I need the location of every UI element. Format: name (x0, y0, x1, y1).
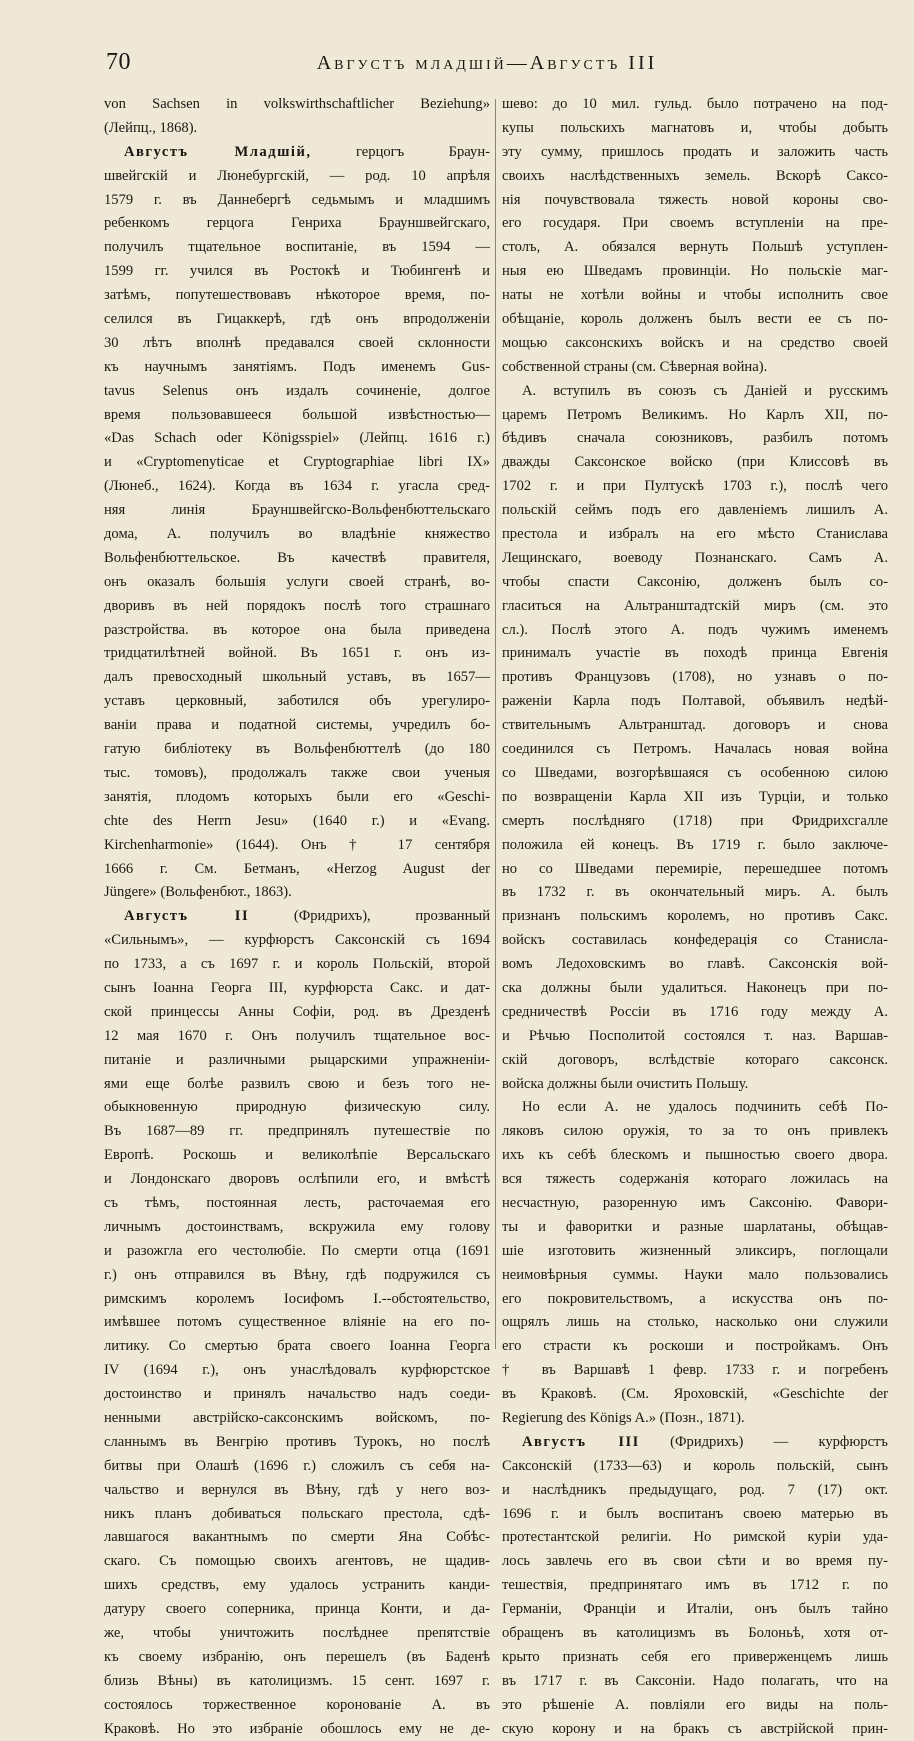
text-line (104, 1096, 490, 1120)
line-text: и наслѣдникъ предыдущаго, род. 7 (17) окт. (502, 1481, 888, 1498)
line-text: уставъ церковный, заботился объ урегулиро- (104, 693, 490, 710)
text-line (104, 427, 490, 451)
line-text: ныя ею Шведамъ провинціи. Но польскіе маг- (502, 263, 888, 280)
line-text: со Шведами, возгорѣвшаяся съ особенною силою (502, 764, 888, 781)
text-line (502, 332, 888, 356)
line-text: обращенъ въ католицизмъ въ Болоньѣ, хотя от- (502, 1625, 888, 1641)
line-text: въ Краковѣ. (См. Яроховскій, «Geschichte der (502, 1386, 888, 1403)
text-line (104, 141, 490, 165)
text-line (502, 1359, 888, 1383)
text-line (104, 1311, 490, 1335)
line-text: купы польскихъ магнатовъ и, чтобы добыть (502, 119, 888, 136)
line-text: сынъ Іоанна Георга III, курфюрста Сакс. и дат- (104, 979, 490, 996)
text-line (104, 619, 490, 643)
text-line (104, 881, 490, 905)
line-text: литику. Со смертью брата своего Іоанна Георга (104, 1338, 490, 1355)
line-text: войскъ составилась конфедерація со Станисла- (502, 932, 888, 949)
line-text: мощью саксонскихъ войскъ и на средство своей (502, 334, 888, 351)
text-line (104, 1120, 490, 1144)
text-line (104, 905, 490, 929)
line-text: римскимъ королемъ Іосифомъ I.--обстоятельство, (104, 1290, 490, 1307)
line-text: наты не хотѣли войны и чтобы исполнить свое (502, 287, 888, 304)
line-text: chte des Herrn Jesu» (1640 г.) и «Evang. (104, 812, 490, 829)
text-line (502, 1001, 888, 1025)
line-text: имѣвшее потомъ существенное вліяніе на его по- (104, 1314, 490, 1331)
line-text: tavus Selenus онъ издалъ сочиненіе, долгое (104, 382, 490, 399)
line-text: гласиться на Альтранштадтскій миръ (см. это (502, 597, 888, 614)
line-text: ненными австрійско-саксонскимъ войскомъ, по- (104, 1409, 490, 1426)
text-line (104, 165, 490, 189)
text-line (104, 380, 490, 404)
line-text: 1696 г. и былъ воспитанъ своею матерью въ (502, 1505, 888, 1522)
text-line (104, 714, 490, 738)
text-line (502, 595, 888, 619)
line-text: столъ, А. обязался вернуть Польшѣ уступлен- (502, 239, 888, 256)
line-text: ствительнымъ Альтранштад. договоръ и снова (502, 717, 888, 734)
text-line (104, 595, 490, 619)
text-line (104, 1192, 490, 1216)
text-line (502, 571, 888, 595)
line-text: Но если А. не удалось подчинить себѣ По- (522, 1099, 888, 1116)
line-text: къ научнымъ занятіямъ. Подъ именемъ Gus- (104, 358, 490, 375)
line-text: это рѣшеніе А. повліяли его виды на поль- (502, 1696, 888, 1713)
running-title: Августъ младшій—Августъ III (316, 52, 658, 74)
text-line (502, 642, 888, 666)
line-text: его государя. При своемъ вступленіи на пре- (502, 215, 888, 232)
line-text: тыс. томовъ), продолжалъ также свои ученыя (104, 764, 490, 781)
line-text: престола и избралъ на его мѣсто Станислава (502, 526, 888, 543)
entry-headword: Августъ Младшій, (124, 143, 312, 160)
line-text: сланнымъ въ Венгрію противъ Турокъ, но послѣ (104, 1433, 490, 1450)
text-line (104, 1288, 490, 1312)
text-line (502, 1144, 888, 1168)
text-line (104, 1550, 490, 1574)
text-line (104, 523, 490, 547)
line-text: и Рѣчью Посполитой состоялся т. наз. Варшав- (502, 1027, 888, 1044)
line-text: протестантской религіи. Но римской куріи уда- (502, 1529, 888, 1546)
text-line (104, 1383, 490, 1407)
text-line (104, 93, 490, 117)
line-text: А. вступилъ въ союзъ съ Даніей и русскимъ (522, 382, 888, 399)
line-text: г.) онъ отправился въ Вѣну, гдѣ подружился съ (104, 1266, 490, 1283)
text-line (502, 690, 888, 714)
line-text: состоялось торжественное коронованіе А. въ (104, 1696, 490, 1713)
line-text: обѣщаніе, король долженъ былъ вести ее съ по- (502, 311, 888, 328)
line-text: Лещинскаго, воеводу Познанскаго. Самъ А. (502, 549, 888, 566)
line-text: ихъ къ себѣ блескомъ и пышностью своего двора. (502, 1147, 888, 1164)
text-line (502, 1168, 888, 1192)
text-line (502, 1192, 888, 1216)
entry-headword: Августъ III (522, 1433, 640, 1450)
line-text: къ своему избранію, онъ перешелъ (въ Баденѣ (104, 1648, 490, 1665)
line-text: Саксонскій (1733—63) и король польскій, сынъ (502, 1457, 888, 1474)
line-text: (Фридрихъ) — курфюрстъ (670, 1433, 888, 1450)
line-text: положила ей конецъ. Въ 1719 г. было заключе- (502, 836, 888, 853)
line-text: ты и фаворитки и разные шарлатаны, обѣщав- (502, 1218, 888, 1235)
text-line (502, 977, 888, 1001)
text-line (502, 1311, 888, 1335)
text-line (502, 1216, 888, 1240)
line-text: занятія, плодомъ которыхъ были его «Geschi- (104, 788, 490, 805)
line-text: «Das Schach oder Königsspiel» (Лейпц. 1616 г.) (104, 430, 490, 447)
text-line (502, 189, 888, 213)
line-text: и разожгла его честолюбіе. По смерти отца (1691 (104, 1242, 490, 1259)
line-text: † въ Варшавѣ 1 февр. 1733 г. и погребенъ (502, 1362, 888, 1379)
line-text: чальство и вернулся въ Вѣну, гдѣ у него воз- (104, 1481, 490, 1498)
line-text: лавшагося вакантнымъ по смерти Яна Собѣс- (104, 1529, 490, 1546)
text-line (104, 858, 490, 882)
text-line (502, 1455, 888, 1479)
line-text: шіе изготовить жизненный эликсиръ, поглощали (502, 1242, 888, 1259)
text-columns (104, 93, 888, 1737)
line-text: затѣмъ, попутешествовавъ нѣкоторое время, по- (104, 287, 490, 304)
text-line (104, 1359, 490, 1383)
text-line (502, 547, 888, 571)
line-text: получилъ тщательное воспитаніе, въ 1594 — (104, 239, 490, 256)
line-text: (Фридрихъ), прозванный (293, 908, 490, 925)
line-text: по возвращеніи Карла XII изъ Турціи, и только (502, 788, 888, 805)
line-text: 12 мая 1670 г. Онъ получилъ тщательное вос- (104, 1027, 490, 1044)
line-text: лось завлечь его въ свои сѣти и во время пу- (502, 1553, 888, 1570)
line-text: (Люнеб., 1624). Когда въ 1634 г. угасла сред- (104, 478, 490, 495)
line-text: Германіи, Франціи и Италіи, онъ былъ тайно (502, 1601, 888, 1618)
line-text: ваніи права и податной системы, учредилъ бо- (104, 717, 490, 734)
line-text: Европѣ. Роскошь и великолѣпіе Версальскаго (104, 1147, 490, 1164)
line-text: его покровительствомъ, а искусства онъ по- (502, 1290, 888, 1307)
line-text: царемъ Петромъ Великимъ. Но Карлъ XII, по- (502, 406, 888, 423)
text-line (104, 642, 490, 666)
text-line (104, 786, 490, 810)
text-line (104, 308, 490, 332)
line-text: чтобы спасти Саксонію, долженъ былъ со- (502, 573, 888, 590)
text-line (502, 1049, 888, 1073)
text-line (502, 1240, 888, 1264)
text-line (104, 571, 490, 595)
line-text: IV (1694 г.), онъ унаслѣдовалъ курфюрстское (104, 1362, 490, 1379)
text-line (104, 1025, 490, 1049)
line-text: своихъ наслѣдственныхъ земель. Вскорѣ Саксо- (502, 167, 888, 184)
line-text: же, чтобы уничтожить послѣднее препятствіе (104, 1625, 490, 1641)
text-line (502, 1598, 888, 1622)
line-text: селился въ Гицаккерѣ, гдѣ онъ впродолженіи (104, 311, 490, 328)
text-line (104, 1049, 490, 1073)
text-line (502, 165, 888, 189)
line-text: Краковѣ. Но это избраніе обошлось ему не де- (104, 1720, 490, 1737)
line-text: швейгскій и Люнебургскій, — род. 10 апрѣля (104, 167, 490, 184)
text-line (104, 1240, 490, 1264)
text-line (502, 834, 888, 858)
line-text: смерть послѣдняго (1718) при Фридрихсгалле (502, 812, 888, 829)
text-line (104, 404, 490, 428)
line-text: личнымъ достоинствамъ, вскружила ему голову (104, 1218, 490, 1235)
line-text: скій договоръ, вслѣдствіе котораго саксонск. (502, 1051, 888, 1068)
text-line (502, 1335, 888, 1359)
text-line (104, 1718, 490, 1741)
line-text: и «Cryptomenyticae et Cryptographiae libri IX» (104, 454, 490, 471)
text-line (104, 1001, 490, 1025)
line-text: никъ планъ добиваться польскаго престола, сдѣ- (104, 1505, 490, 1522)
line-text: ска должны были удалиться. Наконецъ при по- (502, 979, 888, 996)
line-text: ляковъ силою оружія, то за то онъ привлекъ (502, 1123, 888, 1140)
entry-headword: Августъ II (124, 908, 250, 925)
line-text: сл.). Послѣ этого А. подъ чужимъ именемъ (502, 621, 888, 638)
line-text: тридцатилѣтней войной. Въ 1651 г. онъ из- (104, 645, 490, 662)
text-line (502, 1694, 888, 1718)
text-line (104, 977, 490, 1001)
line-text: «Сильнымъ», — курфюрстъ Саксонскій съ 1694 (104, 932, 490, 949)
text-line (502, 236, 888, 260)
line-text: принималъ участіе въ походѣ принца Евгенія (502, 645, 888, 662)
text-line (502, 738, 888, 762)
text-line (502, 881, 888, 905)
text-line (502, 1407, 888, 1431)
line-text: дома, А. получилъ во владѣніе княжество (104, 526, 490, 543)
line-text: дважды Саксонское войско (при Клиссовѣ въ (502, 454, 888, 471)
text-line (104, 762, 490, 786)
text-line (104, 475, 490, 499)
text-line (104, 1646, 490, 1670)
text-line (104, 738, 490, 762)
line-text: ощрялъ лишь на столько, насколько они служили (502, 1314, 888, 1331)
line-text: питаніе и различными рыцарскими упражненіи- (104, 1051, 490, 1068)
line-text: разстройства. въ которое она была приведена (104, 621, 490, 638)
line-text: 1666 г. См. Бетманъ, «Herzog August der (104, 860, 490, 877)
text-line (502, 451, 888, 475)
text-line (502, 93, 888, 117)
line-text: раженіи Карла подъ Полтавой, объявилъ недѣй- (502, 693, 888, 710)
line-text: онъ оказалъ большія услуги своей странѣ, во- (104, 573, 490, 590)
line-text: гатую библіотеку въ Вольфенбюттелѣ (до 180 (104, 741, 490, 758)
right-column (502, 93, 888, 1737)
text-line (502, 212, 888, 236)
line-text: Jüngere» (Вольфенбют., 1863). (104, 884, 292, 901)
line-text: далъ превосходный школьный уставъ, въ 1657— (104, 669, 490, 686)
line-text: дворивъ въ ней порядокъ послѣ того страшнаго (104, 597, 490, 614)
text-line (104, 1431, 490, 1455)
text-line (104, 260, 490, 284)
text-line (502, 1479, 888, 1503)
text-line (104, 1264, 490, 1288)
text-line (502, 810, 888, 834)
line-text: его страсти къ роскоши и постройкамъ. Онъ (502, 1338, 888, 1355)
text-line (502, 404, 888, 428)
text-line (104, 356, 490, 380)
text-line (502, 953, 888, 977)
column-divider (495, 99, 496, 1349)
line-text: ской принцессы Анны Софіи, род. въ Дрезденѣ (104, 1003, 490, 1020)
text-line (104, 1622, 490, 1646)
text-line (104, 1503, 490, 1527)
text-line (502, 260, 888, 284)
text-line (502, 117, 888, 141)
text-line (104, 1168, 490, 1192)
left-column (104, 93, 491, 1737)
line-text: 1579 г. въ Даннебергѣ седьмымъ и младшимъ (104, 191, 490, 208)
text-line (502, 1503, 888, 1527)
text-line (104, 810, 490, 834)
text-line (502, 427, 888, 451)
text-line (104, 451, 490, 475)
text-line (502, 1550, 888, 1574)
line-text: шево: до 10 мил. гульд. было потрачено на под- (502, 96, 888, 112)
line-text: достоинство и принялъ начальство надъ соеди- (104, 1386, 490, 1403)
line-text: время пользовавшееся большой извѣстностью— (104, 406, 490, 423)
text-line (104, 189, 490, 213)
line-text: польскій сеймъ подъ его давленіемъ лишилъ А. (502, 502, 888, 519)
line-text: (Лейпц., 1868). (104, 119, 198, 136)
line-text: въ 1732 г. въ окончательный миръ. А. былъ (502, 884, 888, 901)
line-text: ребенкомъ герцога Генриха Брауншвейгскаго, (104, 215, 490, 232)
text-line (502, 1383, 888, 1407)
line-text: съ тѣмъ, постоянная лесть, расточаемая его (104, 1194, 490, 1211)
text-line (502, 356, 888, 380)
text-line (104, 1526, 490, 1550)
text-line (104, 284, 490, 308)
text-line (502, 905, 888, 929)
text-line (502, 1288, 888, 1312)
line-text: Kirchenharmonie» (1644). Онъ † 17 сентября (104, 836, 490, 853)
line-text: бѣдивъ сначала союзниковъ, разбилъ потомъ (502, 430, 888, 447)
line-text: датуру своего соперника, принца Конти, и да- (104, 1601, 490, 1618)
text-line (502, 1622, 888, 1646)
text-line (104, 1073, 490, 1097)
line-text: тешествія, предпринятаго имъ въ 1712 г. по (502, 1577, 888, 1594)
text-line (104, 929, 490, 953)
text-line (502, 666, 888, 690)
line-text: крыто признать себя его приверженцемъ лишь (502, 1648, 888, 1665)
text-line (502, 1574, 888, 1598)
line-text: 30 лѣтъ вполнѣ предавался своей склонности (104, 334, 490, 351)
text-line (104, 1216, 490, 1240)
text-line (104, 1670, 490, 1694)
line-text: скую корону и на бракъ съ австрійской прин- (502, 1720, 888, 1737)
line-text: несчастную, разоренную имъ Саксонію. Фавори- (502, 1194, 888, 1211)
text-line (104, 834, 490, 858)
line-text: Въ 1687—89 гг. предпринялъ путешествіе по (104, 1123, 490, 1140)
text-line (502, 380, 888, 404)
line-text: по 1733, а съ 1697 г. и король Польскій, второй (104, 956, 490, 973)
line-text: von Sachsen in volkswirthschaftlicher Beziehung» (104, 96, 490, 112)
text-line (104, 332, 490, 356)
text-line (502, 858, 888, 882)
line-text: герцогъ Браун- (356, 143, 491, 160)
text-line (104, 1598, 490, 1622)
line-text: 1702 г. и при Пултускѣ 1703 г.), послѣ чего (502, 478, 888, 495)
line-text: ями еще болѣе развилъ свою и безъ того не- (104, 1075, 490, 1092)
line-text: противъ Французовъ (1708), но узнавъ о по- (502, 669, 888, 686)
line-text: обыкновенную природную физическую силу. (104, 1099, 490, 1116)
line-text: Regierung des Königs A.» (Позн., 1871). (502, 1409, 745, 1426)
line-text: Вольфенбюттельское. Въ качествѣ правителя, (104, 549, 490, 566)
text-line (104, 1144, 490, 1168)
text-line (502, 284, 888, 308)
text-line (502, 1646, 888, 1670)
line-text: въ 1717 г. въ Саксоніи. Надо полагать, что на (502, 1672, 888, 1689)
text-line (104, 212, 490, 236)
text-line (502, 762, 888, 786)
page-header (0, 0, 914, 92)
text-line (104, 1455, 490, 1479)
line-text: но со Шведами перемиріе, перешедшее потомъ (502, 860, 888, 877)
text-line (502, 1025, 888, 1049)
line-text: вся тяжесть содержанія котораго ложилась на (502, 1171, 888, 1188)
line-text: няя линія Брауншвейгско-Вольфенбюттельскаго (104, 502, 490, 519)
text-line (502, 141, 888, 165)
text-line (502, 1431, 888, 1455)
line-text: шихъ средствъ, ему удалось устранить канди- (104, 1577, 490, 1594)
line-text: средничествѣ Россіи въ 1716 году между А. (502, 1003, 888, 1020)
text-line (104, 236, 490, 260)
line-text: нія почувствовала тяжесть новой короны сво- (502, 191, 888, 208)
text-line (104, 1479, 490, 1503)
page-number: 70 (106, 49, 131, 75)
text-line (104, 1335, 490, 1359)
text-line (502, 1073, 888, 1097)
line-text: вомъ Ледоховскимъ во главѣ. Саксонскія вой- (502, 956, 888, 973)
line-text: эту сумму, пришлось продать и заложить часть (502, 143, 888, 160)
text-line (502, 308, 888, 332)
line-text: соединился съ Петромъ. Началась новая война (502, 741, 888, 758)
text-line (502, 499, 888, 523)
line-text: скаго. Съ помощью своихъ агентовъ, не щадив- (104, 1553, 490, 1570)
text-line (104, 547, 490, 571)
text-line (104, 666, 490, 690)
text-line (502, 523, 888, 547)
text-line (502, 1264, 888, 1288)
text-line (104, 1407, 490, 1431)
text-line (104, 953, 490, 977)
text-line (502, 929, 888, 953)
line-text: собственной страны (см. Сѣверная война). (502, 358, 768, 375)
text-line (104, 499, 490, 523)
text-line (104, 1694, 490, 1718)
line-text: признанъ польскимъ королемъ, но противъ Сакс. (502, 908, 888, 925)
text-line (502, 1670, 888, 1694)
text-line (104, 117, 490, 141)
text-line (502, 714, 888, 738)
text-line (502, 786, 888, 810)
line-text: неимовѣрныя суммы. Науки мало пользовались (502, 1266, 888, 1283)
text-line (502, 619, 888, 643)
line-text: 1599 гг. учился въ Ростокѣ и Тюбингенѣ и (104, 263, 490, 280)
line-text: войска должны были очистить Польшу. (502, 1075, 749, 1092)
text-line (502, 475, 888, 499)
text-line (104, 690, 490, 714)
line-text: и Лондонскаго дворовъ ослѣпили его, и вмѣстѣ (104, 1171, 490, 1188)
text-line (502, 1718, 888, 1741)
text-line (502, 1096, 888, 1120)
line-text: битвы при Олашѣ (1696 г.) сложилъ съ себя на- (104, 1457, 490, 1474)
text-line (502, 1120, 888, 1144)
text-line (104, 1574, 490, 1598)
line-text: близь Вѣны) въ католицизмъ. 15 сент. 1697 г. (104, 1672, 490, 1689)
text-line (502, 1526, 888, 1550)
